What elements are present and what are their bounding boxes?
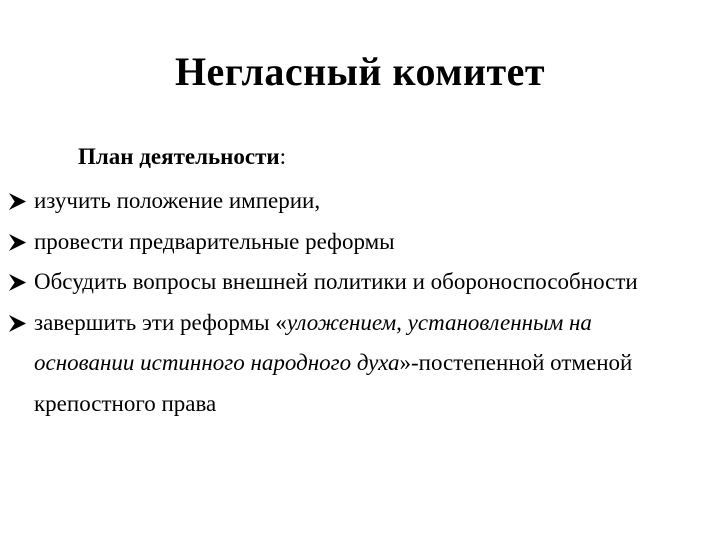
subtitle-bold: План деятельности [78,144,280,169]
slide-title: Негласный комитет [174,49,546,94]
bullet-item [0,262,720,303]
bullet-text: изучить положение империи, [34,188,321,213]
bullet-text: провести предварительные реформы [34,228,395,254]
bullet-item [0,222,720,263]
arrowhead-icon [8,262,28,303]
bullet-list [0,181,720,424]
arrowhead-icon [8,181,28,222]
arrowhead-icon [8,303,28,344]
bullet-text: Обсудить вопросы внешней политики и обороноспособности [34,269,638,294]
subtitle [78,141,286,173]
bullet-item [0,303,720,425]
bullet-text-quote: уложением, установленным на основании истинного народного духа [34,309,592,375]
subtitle-suffix: : [279,144,287,169]
arrowhead-icon [8,222,28,263]
bullet-item [0,181,720,222]
bullet-text-lead: завершить эти реформы « [34,309,287,335]
bullet-text-tail: »-постепенной отменой крепостного права [34,350,633,416]
